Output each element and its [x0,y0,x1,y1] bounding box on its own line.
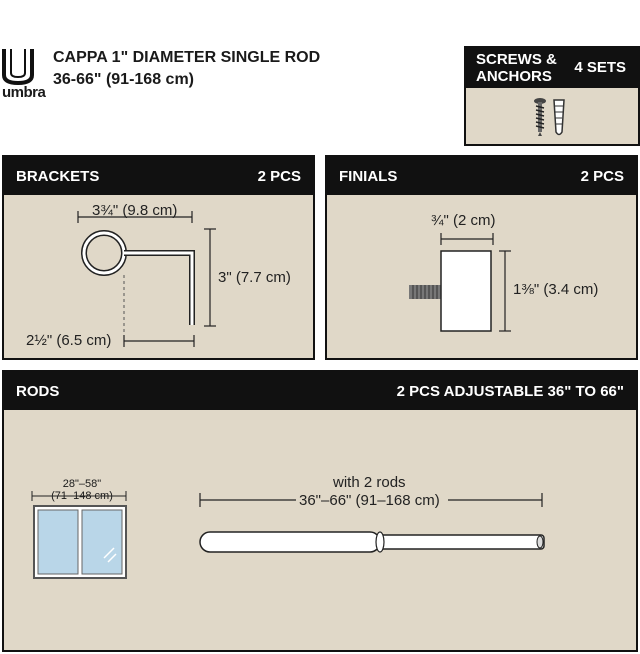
finial-drawing [327,157,640,362]
brackets-title: BRACKETS [16,168,100,185]
screws-anchors-panel [464,46,640,146]
finials-panel [325,155,638,360]
window-label-line2: (71–148 cm) [51,490,113,502]
screws-panel-title [476,51,557,85]
finial-width-label: ¾" (2 cm) [431,212,496,229]
rods-title: RODS [16,383,60,400]
rods-count: 2 PCS ADJUSTABLE 36" TO 66" [396,383,624,400]
bracket-width-label: 3¾" (9.8 cm) [92,202,178,219]
window-icon [34,506,126,578]
screws-panel-header [466,48,638,88]
screws-title-line1: SCREWS & [476,51,557,68]
brackets-count: 2 PCS [257,168,301,185]
umbra-logo-mark [2,47,34,85]
product-title-line1: CAPPA 1" DIAMETER SINGLE ROD [53,49,321,66]
finials-count: 2 PCS [580,168,624,185]
bracket-drawing [4,157,317,362]
rods-caption: with 2 rods [333,474,406,491]
product-title-line2: 36-66" (91-168 cm) [53,71,194,88]
rod-icon [200,532,544,552]
finials-title: FINIALS [339,168,398,185]
bracket-height-label: 3" (7.7 cm) [218,269,291,286]
brackets-panel [2,155,315,360]
rods-panel [2,370,638,652]
window-label-line1: 28"–58" [62,478,102,490]
rod-length-label: 36"–66" (91–168 cm) [299,492,440,509]
bracket-projection-label: 2½" (6.5 cm) [26,332,112,349]
screw-and-anchor-icon [528,98,578,138]
finial-height-label: 1⅜" (3.4 cm) [513,281,599,298]
product-title [53,47,320,91]
screws-title-line2: ANCHORS [476,68,552,85]
brand-name: umbra [2,84,46,101]
rods-drawing [4,372,640,654]
screws-count: 4 SETS [574,59,626,76]
